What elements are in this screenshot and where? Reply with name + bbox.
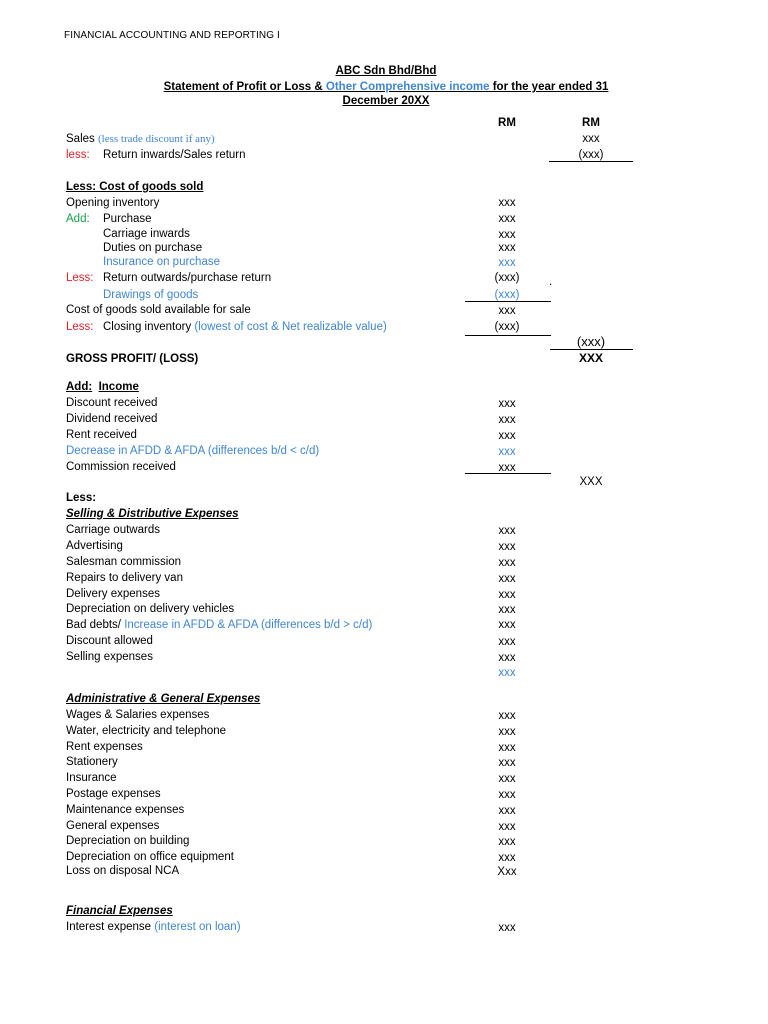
admin-heading: Administrative & General Expenses xyxy=(66,693,261,705)
admin-item-label: Rent expenses xyxy=(66,741,143,753)
interest-note: (interest on loan) xyxy=(154,921,241,933)
admin-item-value: xxx xyxy=(498,710,516,722)
cogs-available-value: xxx xyxy=(498,305,516,317)
cogs-opening-label: Opening inventory xyxy=(66,197,160,209)
admin-item-label: Wages & Salaries expenses xyxy=(66,709,210,721)
cogs-duties-value: xxx xyxy=(498,242,516,254)
selling-item-value: xxx xyxy=(498,604,516,616)
admin-item-value: xxx xyxy=(498,852,516,864)
income-item-value: xxx xyxy=(498,398,516,410)
selling-item-value: xxx xyxy=(498,557,516,569)
income-item-label: Decrease in AFDD & AFDA (differences b/d < c/d) xyxy=(66,445,320,457)
selling-item-label: Repairs to delivery van xyxy=(66,572,183,584)
rule-closing xyxy=(465,335,551,336)
company-name: ABC Sdn Bhd/Bhd xyxy=(335,65,437,77)
bad-debts-value: xxx xyxy=(498,619,516,631)
cogs-closing-prefix: Less: xyxy=(66,321,94,333)
selling-heading: Selling & Distributive Expenses xyxy=(66,508,239,520)
admin-item-label: Depreciation on building xyxy=(66,835,190,847)
cogs-opening-value: xxx xyxy=(498,197,516,209)
selling-item-label: Advertising xyxy=(66,540,123,552)
cogs-duties-label: Duties on purchase xyxy=(103,242,203,254)
selling-extra-value: xxx xyxy=(498,667,516,679)
rule-sales xyxy=(549,161,633,162)
interest-label: Interest expense xyxy=(66,921,155,933)
rule-cogs-total xyxy=(550,349,633,350)
admin-item-label: Water, electricity and telephone xyxy=(66,725,227,737)
admin-item-label: General expenses xyxy=(66,820,160,832)
rule-income xyxy=(465,473,551,474)
title-prefix: Statement of Profit or Loss & xyxy=(163,81,326,93)
selling-item-label: Selling expenses xyxy=(66,651,153,663)
admin-item-value: xxx xyxy=(498,773,516,785)
income-item-value: xxx xyxy=(498,446,516,458)
cogs-purchase-value: xxx xyxy=(498,213,516,225)
admin-item-value: xxx xyxy=(498,726,516,738)
cogs-less-prefix: Less: xyxy=(66,272,94,284)
sales-row xyxy=(66,132,215,146)
income-item-value: xxx xyxy=(498,462,516,474)
selling-item-label: Depreciation on delivery vehicles xyxy=(66,603,235,615)
selling-item-value: xxx xyxy=(498,652,516,664)
sales-return-label: Return inwards/Sales return xyxy=(103,149,246,161)
admin-item-label: Insurance xyxy=(66,772,117,784)
cogs-insurance-label: Insurance on purchase xyxy=(103,256,220,268)
financial-heading: Financial Expenses xyxy=(66,905,173,917)
interest-row xyxy=(66,920,241,934)
admin-item-label: Depreciation on office equipment xyxy=(66,851,234,863)
admin-item-value: xxx xyxy=(498,805,516,817)
income-item-label: Rent received xyxy=(66,429,137,441)
income-item-label: Dividend received xyxy=(66,413,158,425)
selling-item-label: Salesman commission xyxy=(66,556,182,568)
cogs-total-value: (xxx) xyxy=(576,334,606,349)
rule-drawings xyxy=(465,301,551,302)
selling-item-value: xxx xyxy=(498,525,516,537)
sales-return-prefix: less: xyxy=(66,149,90,161)
sales-value: xxx xyxy=(582,133,600,145)
stray-dot: . xyxy=(549,276,553,288)
bad-debts-label: Bad debts/ xyxy=(66,619,125,631)
column-header-rm-2: RM xyxy=(582,117,600,129)
cogs-return-out-label: Return outwards/purchase return xyxy=(103,272,272,284)
cogs-purchase-label: Purchase xyxy=(103,213,152,225)
cogs-add-prefix: Add: xyxy=(66,213,90,225)
statement-title-line2: December 20XX xyxy=(342,95,430,107)
sales-note: (less trade discount if any) xyxy=(97,133,215,145)
column-header-rm-1: RM xyxy=(498,117,516,129)
selling-item-value: xxx xyxy=(498,636,516,648)
cogs-available-label: Cost of goods sold available for sale xyxy=(66,304,251,316)
cogs-return-out-value: (xxx) xyxy=(494,272,520,284)
selling-item-label: Delivery expenses xyxy=(66,588,160,600)
title-suffix: for the year ended 31 xyxy=(489,81,609,93)
selling-bad-debts-row xyxy=(66,618,372,632)
admin-item-label: Loss on disposal NCA xyxy=(66,865,180,877)
income-add: Add: xyxy=(66,381,93,393)
cogs-closing-label: Closing inventory xyxy=(103,321,195,333)
sales-label: Sales xyxy=(66,133,98,145)
cogs-drawings-label: Drawings of goods xyxy=(103,289,199,301)
income-item-label: Discount received xyxy=(66,397,158,409)
income-item-label: Commission received xyxy=(66,461,176,473)
admin-item-value: xxx xyxy=(498,789,516,801)
cogs-insurance-value: xxx xyxy=(498,257,516,269)
cogs-closing-value: (xxx) xyxy=(494,321,520,333)
admin-item-value: xxx xyxy=(498,757,516,769)
admin-item-value: xxx xyxy=(498,836,516,848)
title-highlight: Other Comprehensive income xyxy=(325,81,490,93)
cogs-closing-row xyxy=(103,320,387,334)
sales-return-value: (xxx) xyxy=(578,149,604,161)
gross-profit-value: XXX xyxy=(578,351,603,365)
income-item-value: xxx xyxy=(498,430,516,442)
income-total-value: XXX xyxy=(579,476,603,488)
gross-profit-label: GROSS PROFIT/ (LOSS) xyxy=(66,353,199,365)
income-heading xyxy=(66,380,139,394)
cogs-carriage-value: xxx xyxy=(498,229,516,241)
selling-item-value: xxx xyxy=(498,589,516,601)
statement-title xyxy=(0,80,768,94)
admin-item-value: xxx xyxy=(498,821,516,833)
cogs-carriage-label: Carriage inwards xyxy=(103,228,190,240)
bad-debts-note: Increase in AFDD & AFDA (differences b/d > c/d) xyxy=(124,619,373,631)
admin-item-label: Postage expenses xyxy=(66,788,161,800)
income-item-value: xxx xyxy=(498,414,516,426)
admin-item-value: Xxx xyxy=(497,866,517,878)
cogs-heading: Less: Cost of goods sold xyxy=(66,181,204,193)
selling-item-label: Carriage outwards xyxy=(66,524,160,536)
interest-value: xxx xyxy=(498,922,516,934)
cogs-drawings-value: (xxx) xyxy=(494,289,520,301)
admin-item-label: Maintenance expenses xyxy=(66,804,185,816)
admin-item-value: xxx xyxy=(498,742,516,754)
admin-item-label: Stationery xyxy=(66,756,118,768)
less-heading: Less: xyxy=(66,492,97,504)
cogs-closing-note: (lowest of cost & Net realizable value) xyxy=(194,321,387,333)
income-title: Income xyxy=(98,381,139,393)
selling-item-value: xxx xyxy=(498,541,516,553)
selling-item-value: xxx xyxy=(498,573,516,585)
document-header: FINANCIAL ACCOUNTING AND REPORTING I xyxy=(64,30,280,41)
selling-item-label: Discount allowed xyxy=(66,635,153,647)
